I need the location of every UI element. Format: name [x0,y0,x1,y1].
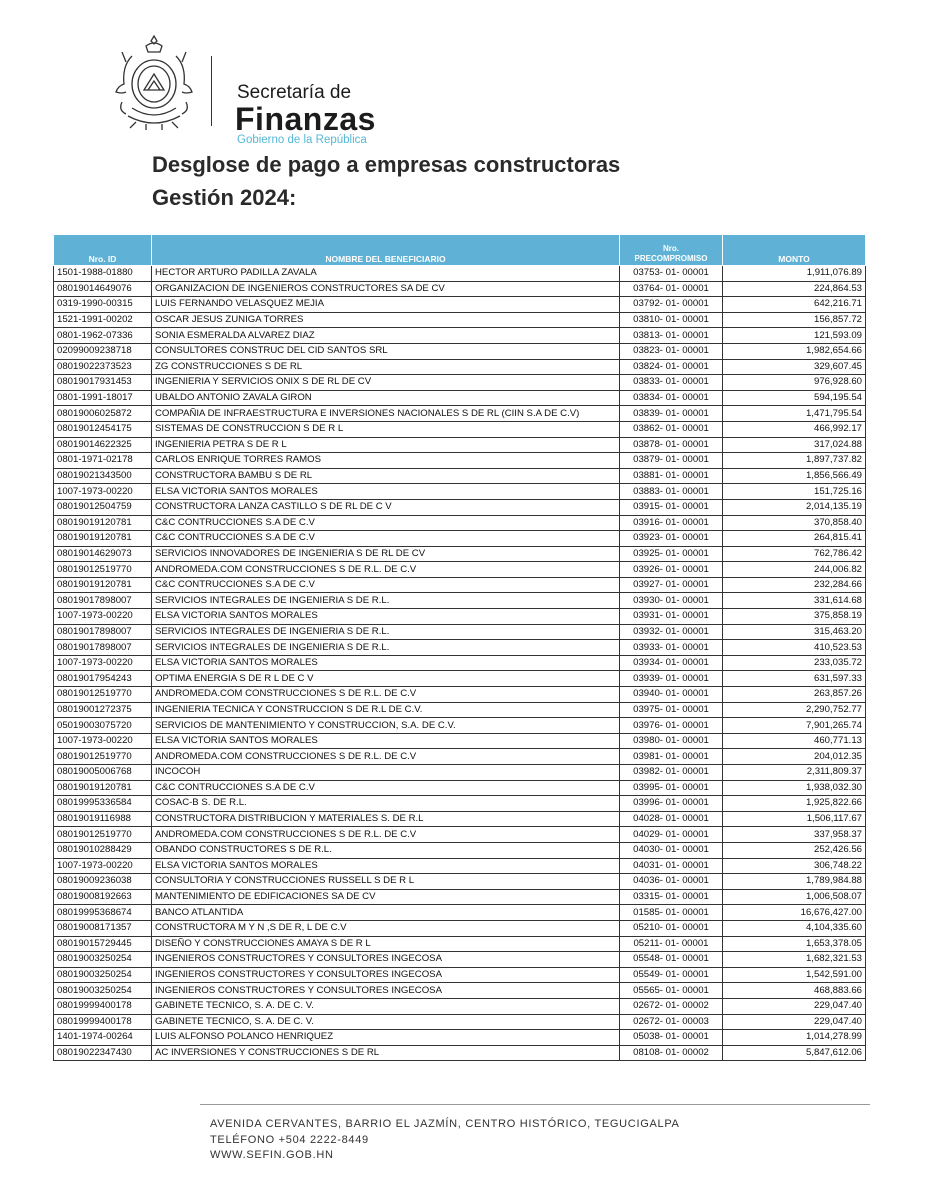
cell-id: 08019017898007 [54,624,152,640]
cell-id: 0319-1990-00315 [54,297,152,313]
cell-beneficiary: OSCAR JESUS ZUNIGA TORRES [152,312,620,328]
cell-monto: 252,426.56 [723,842,866,858]
cell-precompromiso: 01585- 01- 00001 [620,905,723,921]
cell-monto: 1,542,591.00 [723,967,866,983]
table-row [54,562,866,578]
cell-precompromiso: 03931- 01- 00001 [620,609,723,625]
cell-beneficiary: CARLOS ENRIQUE TORRES RAMOS [152,453,620,469]
table-row [54,531,866,547]
cell-id: 08019019120781 [54,515,152,531]
footer-divider [200,1104,870,1105]
table-row [54,952,866,968]
cell-precompromiso: 03315- 01- 00001 [620,889,723,905]
cell-precompromiso: 03878- 01- 00001 [620,437,723,453]
cell-monto: 244,006.82 [723,562,866,578]
table-row [54,297,866,313]
cell-id: 08019022373523 [54,359,152,375]
cell-id: 1007-1973-00220 [54,484,152,500]
cell-precompromiso: 03996- 01- 00001 [620,796,723,812]
cell-monto: 1,682,321.53 [723,952,866,968]
cell-monto: 1,471,795.54 [723,406,866,422]
cell-id: 08019010288429 [54,842,152,858]
cell-monto: 229,047.40 [723,998,866,1014]
header-divider [211,56,212,126]
table-row [54,1045,866,1061]
cell-precompromiso: 03764- 01- 00001 [620,281,723,297]
cell-beneficiary: LUIS FERNANDO VELASQUEZ MEJIA [152,297,620,313]
table-row [54,858,866,874]
cell-monto: 375,858.19 [723,609,866,625]
table-row [54,827,866,843]
table-row [54,343,866,359]
cell-beneficiary: CONSULTORIA Y CONSTRUCCIONES RUSSELL S DE R L [152,874,620,890]
cell-monto: 121,593.09 [723,328,866,344]
cell-id: 08019019120781 [54,531,152,547]
cell-id: 08019003250254 [54,967,152,983]
cell-beneficiary: SERVICIOS INTEGRALES DE INGENIERIA S DE R.L. [152,624,620,640]
table-row [54,421,866,437]
cell-id: 1007-1973-00220 [54,733,152,749]
cell-precompromiso: 02672- 01- 00002 [620,998,723,1014]
cell-precompromiso: 03883- 01- 00001 [620,484,723,500]
table-row [54,640,866,656]
brand-line-1: Secretaría de [237,82,352,103]
cell-beneficiary: SERVICIOS INNOVADORES DE INGENIERIA S DE RL DE CV [152,546,620,562]
cell-beneficiary: ELSA VICTORIA SANTOS MORALES [152,858,620,874]
table-row [54,780,866,796]
cell-precompromiso: 03823- 01- 00001 [620,343,723,359]
brand-tagline: Gobierno de la República [237,134,367,146]
cell-beneficiary: SONIA ESMERALDA ALVAREZ DIAZ [152,328,620,344]
cell-id: 08019014649076 [54,281,152,297]
cell-id: 08019014622325 [54,437,152,453]
cell-id: 08019009236038 [54,874,152,890]
cell-precompromiso: 05549- 01- 00001 [620,967,723,983]
cell-beneficiary: INGENIEROS CONSTRUCTORES Y CONSULTORES INGECOSA [152,967,620,983]
table-row [54,733,866,749]
cell-precompromiso: 03981- 01- 00001 [620,749,723,765]
cell-id: 08019017898007 [54,640,152,656]
cell-id: 08019017931453 [54,375,152,391]
table-row [54,967,866,983]
table-row [54,718,866,734]
table-row [54,499,866,515]
cell-monto: 410,523.53 [723,640,866,656]
cell-id: 1007-1973-00220 [54,609,152,625]
cell-beneficiary: COSAC-B S. DE R.L. [152,796,620,812]
cell-id: 08019003250254 [54,952,152,968]
footer-website: WWW.SEFIN.GOB.HN [210,1149,334,1161]
cell-precompromiso: 03932- 01- 00001 [620,624,723,640]
cell-precompromiso: 03824- 01- 00001 [620,359,723,375]
cell-id: 1501-1988-01880 [54,266,152,282]
cell-monto: 224,864.53 [723,281,866,297]
cell-id: 08019001272375 [54,702,152,718]
cell-precompromiso: 03915- 01- 00001 [620,499,723,515]
cell-beneficiary: INGENIEROS CONSTRUCTORES Y CONSULTORES INGECOSA [152,952,620,968]
cell-monto: 1,653,378.05 [723,936,866,952]
cell-beneficiary: COMPAÑIA DE INFRAESTRUCTURA E INVERSIONES NACIONALES S DE RL (CIIN S.A DE C.V) [152,406,620,422]
cell-precompromiso: 03813- 01- 00001 [620,328,723,344]
cell-beneficiary: INCOCOH [152,765,620,781]
cell-monto: 370,858.40 [723,515,866,531]
cell-precompromiso: 03982- 01- 00001 [620,765,723,781]
table-row [54,905,866,921]
cell-beneficiary: INGENIERIA TECNICA Y CONSTRUCCION S DE R.L DE C.V. [152,702,620,718]
cell-precompromiso: 05211- 01- 00001 [620,936,723,952]
table-row [54,484,866,500]
cell-precompromiso: 02672- 01- 00003 [620,1014,723,1030]
table-row [54,390,866,406]
cell-monto: 156,857.72 [723,312,866,328]
cell-monto: 1,856,566.49 [723,468,866,484]
cell-precompromiso: 03916- 01- 00001 [620,515,723,531]
cell-beneficiary: AC INVERSIONES Y CONSTRUCCIONES S DE RL [152,1045,620,1061]
cell-id: 05019003075720 [54,718,152,734]
cell-beneficiary: GABINETE TECNICO, S. A. DE C. V. [152,998,620,1014]
cell-id: 0801-1962-07336 [54,328,152,344]
cell-beneficiary: SERVICIOS INTEGRALES DE INGENIERIA S DE R.L. [152,593,620,609]
payments-table [53,234,866,1061]
cell-beneficiary: C&C CONTRUCCIONES S.A DE C.V [152,531,620,547]
table-row [54,577,866,593]
cell-id: 08019999400178 [54,1014,152,1030]
table-row [54,687,866,703]
table-row [54,312,866,328]
cell-precompromiso: 05210- 01- 00001 [620,920,723,936]
cell-id: 1521-1991-00202 [54,312,152,328]
cell-monto: 1,506,117.67 [723,811,866,827]
cell-id: 1007-1973-00220 [54,858,152,874]
table-row [54,406,866,422]
cell-id: 08019012519770 [54,827,152,843]
cell-precompromiso: 03975- 01- 00001 [620,702,723,718]
col-header-name: NOMBRE DEL BENEFICIARIO [152,235,620,266]
cell-beneficiary: ELSA VICTORIA SANTOS MORALES [152,484,620,500]
cell-id: 08019012519770 [54,562,152,578]
cell-precompromiso: 04031- 01- 00001 [620,858,723,874]
col-header-precompromiso [620,235,723,266]
cell-monto: 460,771.13 [723,733,866,749]
cell-monto: 466,992.17 [723,421,866,437]
cell-id: 08019012519770 [54,687,152,703]
table-row [54,796,866,812]
cell-monto: 229,047.40 [723,1014,866,1030]
cell-id: 08019005006768 [54,765,152,781]
cell-beneficiary: ANDROMEDA.COM CONSTRUCCIONES S DE R.L. DE C.V [152,687,620,703]
cell-beneficiary: OBANDO CONSTRUCTORES S DE R.L. [152,842,620,858]
cell-id: 08019012504759 [54,499,152,515]
cell-id: 08019012454175 [54,421,152,437]
cell-monto: 2,290,752.77 [723,702,866,718]
table-row [54,702,866,718]
cell-precompromiso: 08108- 01- 00002 [620,1045,723,1061]
cell-id: 08019012519770 [54,749,152,765]
cell-monto: 16,676,427.00 [723,905,866,921]
cell-precompromiso: 03753- 01- 00001 [620,266,723,282]
cell-beneficiary: SISTEMAS DE CONSTRUCCION S DE R L [152,421,620,437]
cell-monto: 1,789,984.88 [723,874,866,890]
table-row [54,546,866,562]
cell-monto: 1,006,508.07 [723,889,866,905]
cell-id: 08019015729445 [54,936,152,952]
cell-monto: 306,748.22 [723,858,866,874]
cell-id: 08019019120781 [54,577,152,593]
cell-id: 1007-1973-00220 [54,655,152,671]
cell-id: 08019008171357 [54,920,152,936]
cell-monto: 232,284.66 [723,577,866,593]
cell-beneficiary: UBALDO ANTONIO ZAVALA GIRON [152,390,620,406]
cell-id: 08019999400178 [54,998,152,1014]
table-row [54,1014,866,1030]
table-row [54,936,866,952]
cell-beneficiary: SERVICIOS DE MANTENIMIENTO Y CONSTRUCCION, S.A. DE C.V. [152,718,620,734]
cell-beneficiary: LUIS ALFONSO POLANCO HENRIQUEZ [152,1030,620,1046]
cell-precompromiso: 03839- 01- 00001 [620,406,723,422]
cell-id: 08019019120781 [54,780,152,796]
cell-precompromiso: 03881- 01- 00001 [620,468,723,484]
cell-precompromiso: 05548- 01- 00001 [620,952,723,968]
cell-beneficiary: OPTIMA ENERGIA S DE R L DE C V [152,671,620,687]
cell-monto: 7,901,265.74 [723,718,866,734]
table-row [54,1030,866,1046]
table-row [54,842,866,858]
cell-monto: 762,786.42 [723,546,866,562]
cell-id: 08019017954243 [54,671,152,687]
cell-precompromiso: 03927- 01- 00001 [620,577,723,593]
table-row [54,983,866,999]
cell-monto: 468,883.66 [723,983,866,999]
cell-precompromiso: 03925- 01- 00001 [620,546,723,562]
cell-beneficiary: DISEÑO Y CONSTRUCCIONES AMAYA S DE R L [152,936,620,952]
cell-monto: 315,463.20 [723,624,866,640]
cell-beneficiary: ZG CONSTRUCCIONES S DE RL [152,359,620,375]
cell-beneficiary: ELSA VICTORIA SANTOS MORALES [152,655,620,671]
cell-beneficiary: CONSTRUCTORA LANZA CASTILLO S DE RL DE C V [152,499,620,515]
cell-beneficiary: INGENIEROS CONSTRUCTORES Y CONSULTORES INGECOSA [152,983,620,999]
cell-id: 08019995336584 [54,796,152,812]
cell-monto: 331,614.68 [723,593,866,609]
table-row [54,874,866,890]
cell-monto: 1,014,278.99 [723,1030,866,1046]
cell-id: 08019017898007 [54,593,152,609]
table-row [54,328,866,344]
cell-monto: 264,815.41 [723,531,866,547]
page-title [152,148,620,214]
cell-precompromiso: 04030- 01- 00001 [620,842,723,858]
cell-precompromiso: 04036- 01- 00001 [620,874,723,890]
table-row [54,453,866,469]
table-row [54,437,866,453]
table-row [54,281,866,297]
col-header-precompromiso-top: Nro. [663,244,679,253]
table-row [54,266,866,282]
table-row [54,655,866,671]
cell-precompromiso: 03980- 01- 00001 [620,733,723,749]
cell-id: 0801-1971-02178 [54,453,152,469]
table-row [54,671,866,687]
table-header-row [54,235,866,266]
cell-monto: 1,897,737.82 [723,453,866,469]
cell-precompromiso: 04028- 01- 00001 [620,811,723,827]
cell-monto: 337,958.37 [723,827,866,843]
cell-id: 0801-1991-18017 [54,390,152,406]
coat-of-arms-icon [112,32,196,132]
cell-beneficiary: C&C CONTRUCCIONES S.A DE C.V [152,577,620,593]
cell-precompromiso: 04029- 01- 00001 [620,827,723,843]
cell-beneficiary: ELSA VICTORIA SANTOS MORALES [152,609,620,625]
cell-monto: 1,938,032.30 [723,780,866,796]
title-line-2: Gestión 2024: [152,185,297,210]
table-body [54,266,866,1061]
table-row [54,359,866,375]
table-row [54,624,866,640]
cell-precompromiso: 03862- 01- 00001 [620,421,723,437]
cell-monto: 151,725.16 [723,484,866,500]
col-header-monto: MONTO [723,235,866,266]
table-row [54,998,866,1014]
cell-precompromiso: 03879- 01- 00001 [620,453,723,469]
table-row [54,515,866,531]
cell-beneficiary: CONSTRUCTORA BAMBU S DE RL [152,468,620,484]
title-line-1: Desglose de pago a empresas constructoras [152,152,621,177]
cell-precompromiso: 03810- 01- 00001 [620,312,723,328]
footer [210,1117,680,1164]
cell-monto: 2,014,135.19 [723,499,866,515]
cell-precompromiso: 03995- 01- 00001 [620,780,723,796]
table-row [54,920,866,936]
cell-beneficiary: MANTENIMIENTO DE EDIFICACIONES SA DE CV [152,889,620,905]
cell-beneficiary: CONSULTORES CONSTRUC DEL CID SANTOS SRL [152,343,620,359]
cell-monto: 631,597.33 [723,671,866,687]
cell-precompromiso: 03834- 01- 00001 [620,390,723,406]
cell-beneficiary: BANCO ATLANTIDA [152,905,620,921]
cell-monto: 2,311,809.37 [723,765,866,781]
cell-precompromiso: 03976- 01- 00001 [620,718,723,734]
cell-id: 02099009238718 [54,343,152,359]
cell-beneficiary: C&C CONTRUCCIONES S.A DE C.V [152,780,620,796]
table-row [54,468,866,484]
cell-precompromiso: 03940- 01- 00001 [620,687,723,703]
cell-monto: 594,195.54 [723,390,866,406]
table-row [54,375,866,391]
cell-id: 08019021343500 [54,468,152,484]
cell-beneficiary: SERVICIOS INTEGRALES DE INGENIERIA S DE R.L. [152,640,620,656]
cell-monto: 1,911,076.89 [723,266,866,282]
cell-monto: 1,925,822.66 [723,796,866,812]
cell-precompromiso: 03792- 01- 00001 [620,297,723,313]
cell-id: 08019006025872 [54,406,152,422]
cell-beneficiary: CONSTRUCTORA DISTRIBUCION Y MATERIALES S. DE R.L [152,811,620,827]
cell-id: 08019014629073 [54,546,152,562]
footer-phone: TELÉFONO +504 2222-8449 [210,1133,369,1146]
cell-beneficiary: ELSA VICTORIA SANTOS MORALES [152,733,620,749]
cell-monto: 204,012.35 [723,749,866,765]
cell-precompromiso: 03923- 01- 00001 [620,531,723,547]
cell-precompromiso: 03939- 01- 00001 [620,671,723,687]
cell-precompromiso: 05038- 01- 00001 [620,1030,723,1046]
cell-precompromiso: 03930- 01- 00001 [620,593,723,609]
col-header-precompromiso-bottom: PRECOMPROMISO [634,254,708,263]
cell-beneficiary: C&C CONTRUCCIONES S.A DE C.V [152,515,620,531]
cell-id: 08019022347430 [54,1045,152,1061]
cell-beneficiary: HECTOR ARTURO PADILLA ZAVALA [152,266,620,282]
cell-beneficiary: GABINETE TECNICO, S. A. DE C. V. [152,1014,620,1030]
cell-beneficiary: CONSTRUCTORA M Y N ,S DE R, L DE C.V [152,920,620,936]
cell-precompromiso: 03926- 01- 00001 [620,562,723,578]
cell-beneficiary: ORGANIZACION DE INGENIEROS CONSTRUCTORES SA DE CV [152,281,620,297]
cell-precompromiso: 05565- 01- 00001 [620,983,723,999]
cell-id: 08019995368674 [54,905,152,921]
cell-beneficiary: ANDROMEDA.COM CONSTRUCCIONES S DE R.L. DE C.V [152,827,620,843]
cell-monto: 642,216.71 [723,297,866,313]
cell-beneficiary: INGENIERIA PETRA S DE R L [152,437,620,453]
cell-id: 08019019116988 [54,811,152,827]
cell-monto: 233,035.72 [723,655,866,671]
brand-name: Finanzas [235,101,376,137]
footer-address: AVENIDA CERVANTES, BARRIO EL JAZMÍN, CENTRO HISTÓRICO, TEGUCIGALPA [210,1118,680,1130]
cell-monto: 4,104,335.60 [723,920,866,936]
table-row [54,811,866,827]
cell-precompromiso: 03934- 01- 00001 [620,655,723,671]
cell-monto: 1,982,654.66 [723,343,866,359]
col-header-id: Nro. ID [54,235,152,266]
cell-beneficiary: INGENIERIA Y SERVICIOS ONIX S DE RL DE CV [152,375,620,391]
cell-monto: 329,607.45 [723,359,866,375]
cell-precompromiso: 03933- 01- 00001 [620,640,723,656]
cell-id: 08019003250254 [54,983,152,999]
table-row [54,593,866,609]
cell-monto: 263,857.26 [723,687,866,703]
cell-monto: 5,847,612.06 [723,1045,866,1061]
cell-monto: 976,928.60 [723,375,866,391]
table-row [54,889,866,905]
table-row [54,749,866,765]
table-row [54,765,866,781]
cell-beneficiary: ANDROMEDA.COM CONSTRUCCIONES S DE R.L. DE C.V [152,562,620,578]
cell-precompromiso: 03833- 01- 00001 [620,375,723,391]
cell-id: 08019008192663 [54,889,152,905]
cell-id: 1401-1974-00264 [54,1030,152,1046]
cell-beneficiary: ANDROMEDA.COM CONSTRUCCIONES S DE R.L. DE C.V [152,749,620,765]
table-row [54,609,866,625]
cell-monto: 317,024.88 [723,437,866,453]
